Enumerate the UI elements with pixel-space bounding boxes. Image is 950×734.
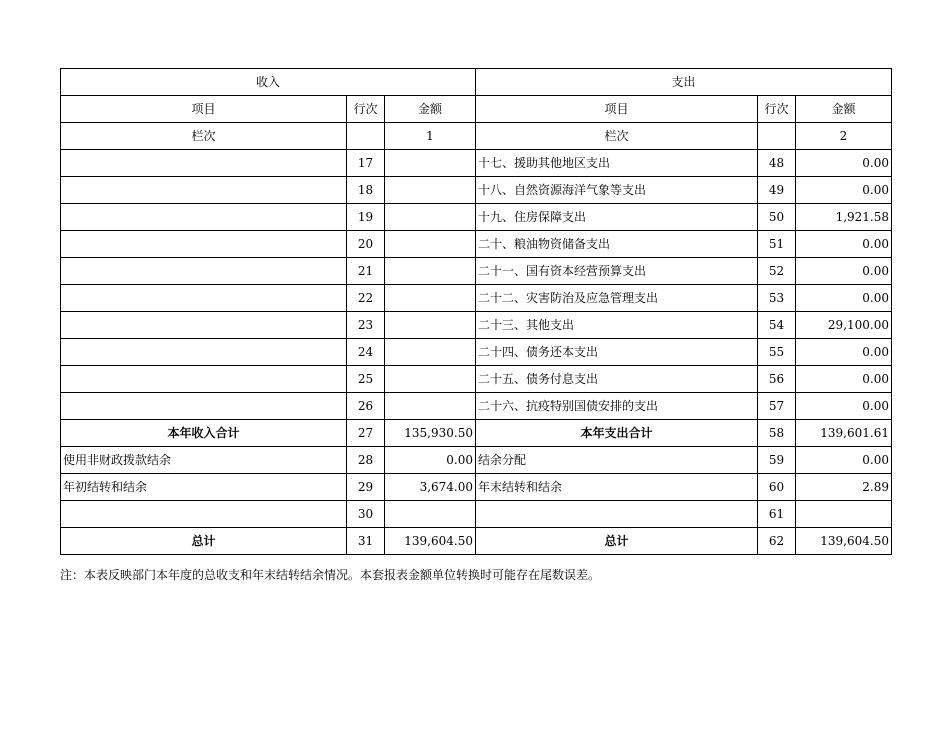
expense-header: 支出 [476,69,892,96]
expense-amount-cell: 0.00 [796,150,892,177]
expense-line-cell: 56 [758,366,796,393]
expense-amount-cell [796,501,892,528]
table-row [61,393,892,420]
expense-item-cell: 二十六、抗疫特别国债安排的支出 [476,393,758,420]
expense-line-cell: 59 [758,447,796,474]
income-item-cell [61,393,347,420]
income-line-cell: 31 [347,528,385,555]
income-item-cell [61,177,347,204]
expense-line-cell: 51 [758,231,796,258]
expense-item-cell: 本年支出合计 [476,420,758,447]
expense-amount-cell: 0.00 [796,231,892,258]
income-item-cell [61,339,347,366]
expense-amount-header: 金额 [796,96,892,123]
income-amount-cell: 3,674.00 [385,474,476,501]
expense-item-cell: 二十一、国有资本经营预算支出 [476,258,758,285]
income-line-cell: 24 [347,339,385,366]
income-line-header: 行次 [347,96,385,123]
expense-line-cell: 53 [758,285,796,312]
income-item-cell [61,285,347,312]
table-row [61,204,892,231]
income-item-cell: 年初结转和结余 [61,474,347,501]
table-row [61,150,892,177]
column-header-row [61,96,892,123]
expense-column-label: 栏次 [476,123,758,150]
table-row [61,366,892,393]
expense-amount-cell: 1,921.58 [796,204,892,231]
expense-item-cell: 二十二、灾害防治及应急管理支出 [476,285,758,312]
income-amount-cell [385,258,476,285]
income-amount-cell [385,150,476,177]
table-row [61,474,892,501]
income-amount-cell: 135,930.50 [385,420,476,447]
income-line-cell: 23 [347,312,385,339]
expense-item-header: 项目 [476,96,758,123]
table-row [61,177,892,204]
expense-item-cell: 二十、粮油物资储备支出 [476,231,758,258]
income-item-cell [61,258,347,285]
income-header: 收入 [61,69,476,96]
income-line-cell: 19 [347,204,385,231]
expense-item-cell: 十八、自然资源海洋气象等支出 [476,177,758,204]
expense-amount-cell: 0.00 [796,393,892,420]
expense-item-cell [476,501,758,528]
income-amount-header: 金额 [385,96,476,123]
income-amount-cell [385,501,476,528]
income-line-cell: 25 [347,366,385,393]
expense-item-cell: 总计 [476,528,758,555]
expense-amount-cell: 0.00 [796,447,892,474]
table-note: 注：本表反映部门本年度的总收支和年末结转结余情况。本套报表金额单位转换时可能存在尾数误差。 [60,568,601,582]
income-item-cell [61,501,347,528]
expense-amount-cell: 0.00 [796,285,892,312]
expense-amount-cell: 139,604.50 [796,528,892,555]
expense-amount-cell: 0.00 [796,177,892,204]
income-amount-cell [385,285,476,312]
income-line-cell: 27 [347,420,385,447]
expense-column-blank [758,123,796,150]
income-item-cell [61,312,347,339]
income-line-cell: 21 [347,258,385,285]
expense-line-cell: 50 [758,204,796,231]
column-index-row [61,123,892,150]
income-line-cell: 18 [347,177,385,204]
table-row [61,447,892,474]
income-item-cell [61,231,347,258]
expense-item-cell: 二十四、债务还本支出 [476,339,758,366]
expense-item-cell: 结余分配 [476,447,758,474]
expense-amount-cell: 2.89 [796,474,892,501]
expense-amount-cell: 0.00 [796,339,892,366]
expense-line-header: 行次 [758,96,796,123]
income-item-cell [61,204,347,231]
expense-amount-cell: 0.00 [796,366,892,393]
income-item-cell: 本年收入合计 [61,420,347,447]
income-column-label: 栏次 [61,123,347,150]
expense-item-cell: 十九、住房保障支出 [476,204,758,231]
expense-item-cell: 二十五、债务付息支出 [476,366,758,393]
income-item-cell: 总计 [61,528,347,555]
expense-line-cell: 52 [758,258,796,285]
income-item-cell: 使用非财政拨款结余 [61,447,347,474]
expense-line-cell: 55 [758,339,796,366]
expense-line-cell: 61 [758,501,796,528]
income-amount-cell [385,204,476,231]
income-line-cell: 17 [347,150,385,177]
income-column-number: 1 [385,123,476,150]
expense-item-cell: 十七、援助其他地区支出 [476,150,758,177]
income-amount-cell: 0.00 [385,447,476,474]
expense-item-cell: 二十三、其他支出 [476,312,758,339]
income-item-cell [61,366,347,393]
income-amount-cell [385,393,476,420]
income-amount-cell [385,339,476,366]
section-header-row [61,69,892,96]
expense-column-number: 2 [796,123,892,150]
table-row [61,258,892,285]
table-row [61,339,892,366]
table-row [61,420,892,447]
income-amount-cell [385,231,476,258]
expense-line-cell: 49 [758,177,796,204]
income-line-cell: 30 [347,501,385,528]
table-row [61,501,892,528]
income-amount-cell [385,366,476,393]
expense-line-cell: 62 [758,528,796,555]
income-expense-table [60,68,892,555]
income-amount-cell [385,177,476,204]
expense-amount-cell: 139,601.61 [796,420,892,447]
income-amount-cell: 139,604.50 [385,528,476,555]
income-item-header: 项目 [61,96,347,123]
table-row [61,528,892,555]
expense-line-cell: 60 [758,474,796,501]
expense-item-cell: 年末结转和结余 [476,474,758,501]
table-row [61,285,892,312]
expense-amount-cell: 0.00 [796,258,892,285]
expense-line-cell: 48 [758,150,796,177]
expense-line-cell: 58 [758,420,796,447]
income-line-cell: 28 [347,447,385,474]
expense-line-cell: 57 [758,393,796,420]
income-item-cell [61,150,347,177]
income-column-blank [347,123,385,150]
expense-line-cell: 54 [758,312,796,339]
income-line-cell: 22 [347,285,385,312]
expense-amount-cell: 29,100.00 [796,312,892,339]
table-row [61,231,892,258]
income-line-cell: 20 [347,231,385,258]
table-row [61,312,892,339]
income-line-cell: 26 [347,393,385,420]
income-line-cell: 29 [347,474,385,501]
income-amount-cell [385,312,476,339]
